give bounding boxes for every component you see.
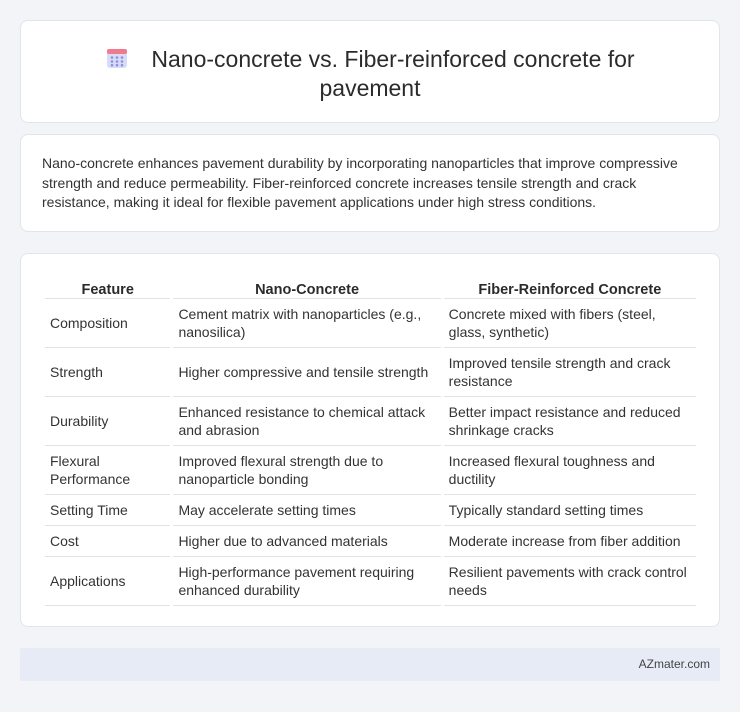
table-row — [45, 526, 696, 557]
row-fiber-value: Better impact resistance and reduced shrinkage cracks — [444, 397, 696, 446]
title-row — [21, 45, 719, 103]
row-nano-value: May accelerate setting times — [173, 495, 440, 526]
table-header-row — [45, 277, 696, 299]
row-fiber-value: Concrete mixed with fibers (steel, glass, synthetic) — [444, 299, 696, 348]
row-fiber-value: Increased flexural toughness and ductility — [444, 446, 696, 495]
header-fiber-reinforced-concrete: Fiber-Reinforced Concrete — [444, 277, 696, 299]
header-nano-concrete: Nano-Concrete — [173, 277, 440, 299]
footer-bar — [20, 648, 720, 681]
row-feature: Applications — [45, 557, 170, 606]
row-nano-value: Improved flexural strength due to nanoparticle bonding — [173, 446, 440, 495]
summary-text: Nano-concrete enhances pavement durability by incorporating nanoparticles that improve compressive strength and reduce permeability. Fiber-reinforced concrete increases tensile strength and crack resistance, making it ideal for flexible pavement applications under high stress conditions. — [42, 155, 678, 210]
row-fiber-value: Moderate increase from fiber addition — [444, 526, 696, 557]
table-row — [45, 397, 696, 446]
row-nano-value: Enhanced resistance to chemical attack and abrasion — [173, 397, 440, 446]
row-nano-value: Higher compressive and tensile strength — [173, 348, 440, 397]
row-feature: Flexural Performance — [45, 446, 170, 495]
row-nano-value: Cement matrix with nanoparticles (e.g., nanosilica) — [173, 299, 440, 348]
summary-card — [20, 134, 720, 232]
row-feature: Cost — [45, 526, 170, 557]
page-title: Nano-concrete vs. Fiber-reinforced concrete for pavement — [151, 46, 635, 101]
row-feature: Composition — [45, 299, 170, 348]
comparison-table — [42, 277, 699, 606]
table-row — [45, 495, 696, 526]
table-row — [45, 557, 696, 606]
table-row — [45, 299, 696, 348]
row-feature: Durability — [45, 397, 170, 446]
row-feature: Setting Time — [45, 495, 170, 526]
table-row — [45, 446, 696, 495]
header-feature: Feature — [45, 277, 170, 299]
comparison-table-card — [20, 253, 720, 627]
row-nano-value: Higher due to advanced materials — [173, 526, 440, 557]
footer-source: AZmater.com — [638, 657, 710, 671]
calendar-icon — [105, 46, 129, 70]
title-card — [20, 20, 720, 123]
row-nano-value: High-performance pavement requiring enhanced durability — [173, 557, 440, 606]
row-fiber-value: Typically standard setting times — [444, 495, 696, 526]
row-fiber-value: Resilient pavements with crack control needs — [444, 557, 696, 606]
table-row — [45, 348, 696, 397]
row-feature: Strength — [45, 348, 170, 397]
row-fiber-value: Improved tensile strength and crack resistance — [444, 348, 696, 397]
